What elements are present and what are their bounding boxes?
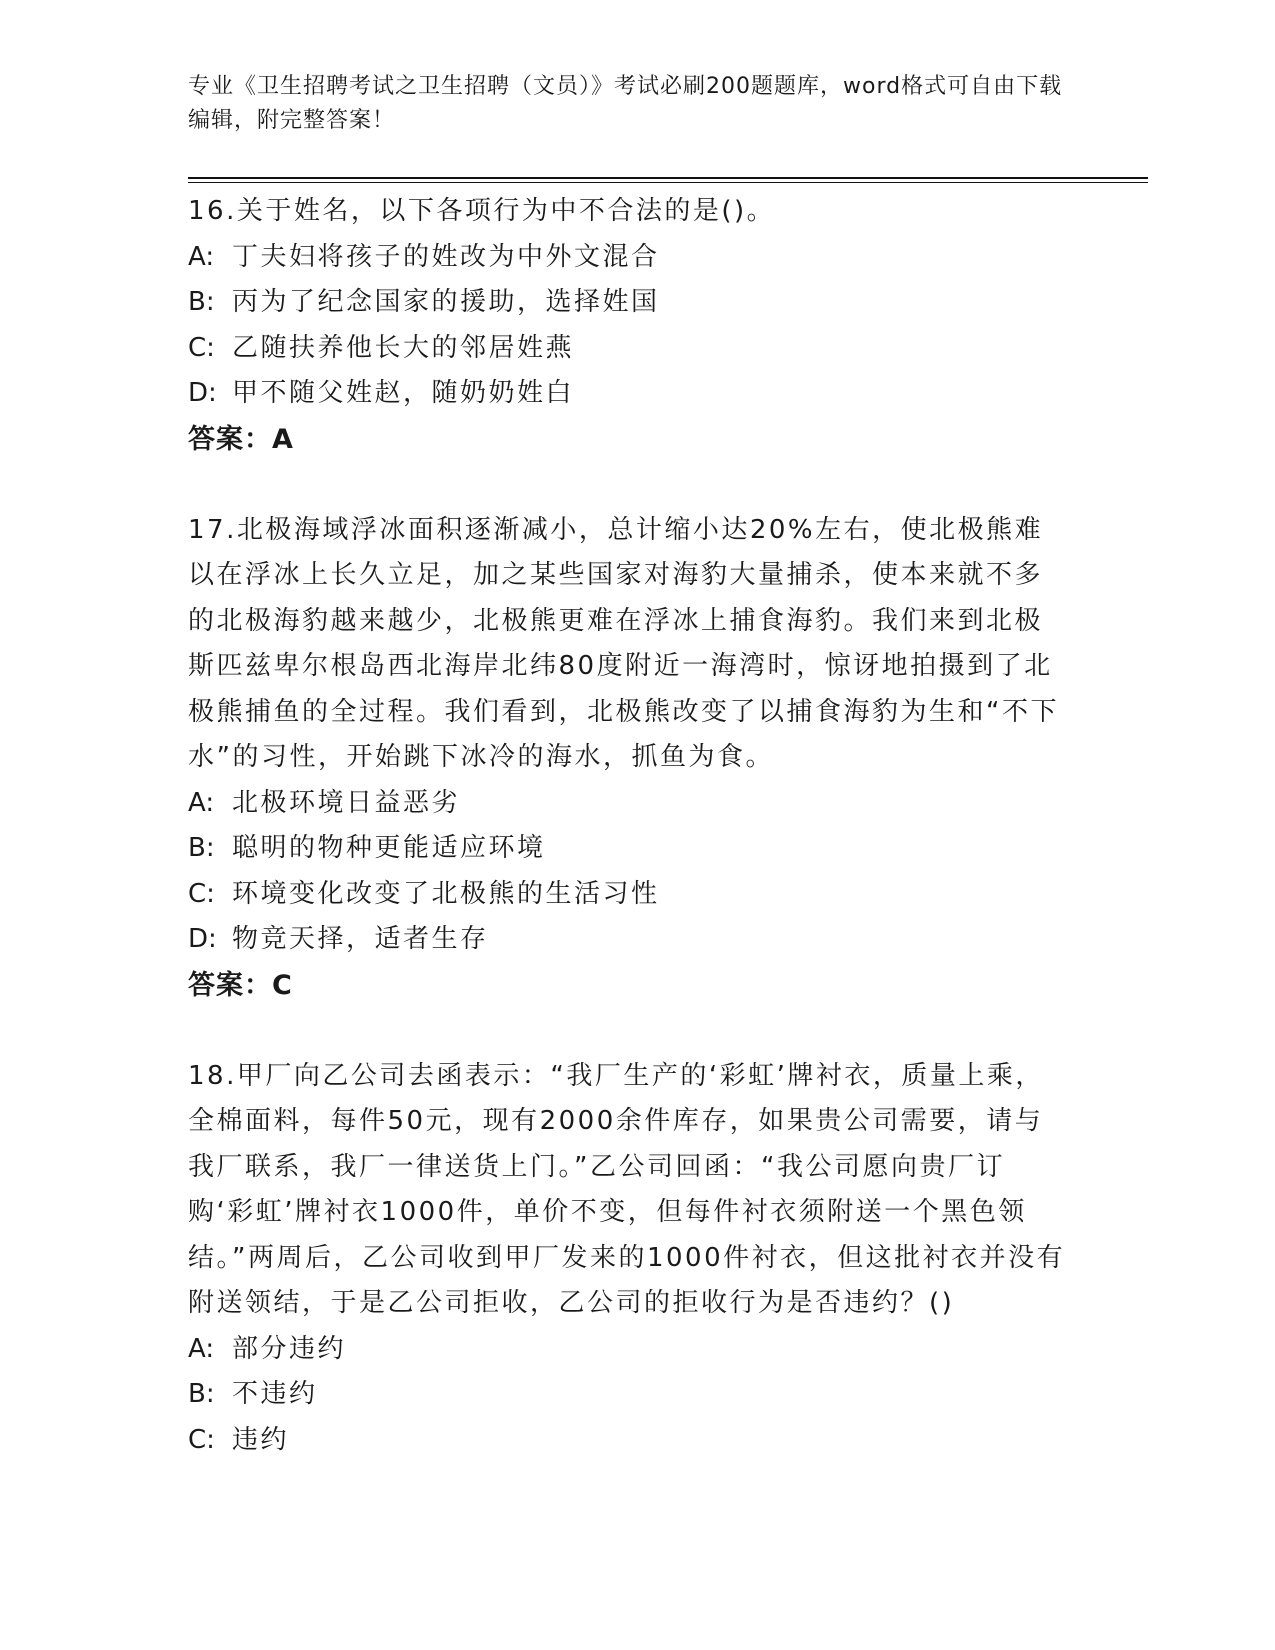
option-label: B: xyxy=(188,833,215,863)
option-text: 北极环境日益恶劣 xyxy=(232,787,461,818)
answer-line: 答案：A xyxy=(188,423,294,455)
option-text: 乙随扶养他长大的邻居姓燕 xyxy=(232,332,575,363)
option-label: D: xyxy=(188,924,217,954)
option-a xyxy=(188,781,1068,827)
question-17 xyxy=(188,508,1068,1009)
option-a xyxy=(188,235,1068,281)
answer-line: 答案：C xyxy=(188,969,293,1001)
option-text: 环境变化改变了北极熊的生活习性 xyxy=(232,878,660,909)
option-label: C: xyxy=(188,1424,215,1455)
option-label: C: xyxy=(188,332,215,363)
spacer xyxy=(188,1008,1068,1054)
option-d xyxy=(188,917,1068,963)
spacer xyxy=(188,462,1068,508)
option-text: 聪明的物种更能适应环境 xyxy=(232,833,546,863)
header-rule-thin xyxy=(188,182,1148,183)
option-text: 物竞天择，适者生存 xyxy=(232,924,489,954)
option-b xyxy=(188,1372,1068,1418)
question-stem: 18.甲厂向乙公司去函表示：“我厂生产的‘彩虹’牌衬衣，质量上乘，全棉面料，每件50元，现有2000余件库存，如果贵公司需要，请与我厂联系，我厂一律送货上门。”乙公司回函：“我公司愿向贵厂订购‘彩虹’牌衬衣1000件，单价不变，但每件衬衣须附送一个黑色领结。”两周后，乙公司收到甲厂发来的1000件衬衣，但这批衬衣并没有附送领结，于是乙公司拒收，乙公司的拒收行为是否违约？() xyxy=(188,1060,1066,1318)
question-list xyxy=(188,189,1068,1463)
header-rule-thick xyxy=(188,177,1148,179)
question-stem: 16.关于姓名，以下各项行为中不合法的是()。 xyxy=(188,196,776,226)
option-label: A: xyxy=(188,1333,215,1364)
option-label: A: xyxy=(188,787,215,818)
option-c xyxy=(188,326,1068,372)
option-label: A: xyxy=(188,241,215,272)
option-label: D: xyxy=(188,378,217,408)
option-b xyxy=(188,280,1068,326)
option-c xyxy=(188,872,1068,918)
option-c xyxy=(188,1418,1068,1464)
question-16 xyxy=(188,189,1068,462)
option-label: B: xyxy=(188,1379,215,1409)
option-text: 丙为了纪念国家的援助，选择姓国 xyxy=(232,287,660,317)
option-a xyxy=(188,1327,1068,1373)
option-text: 违约 xyxy=(232,1424,290,1455)
option-label: B: xyxy=(188,287,215,317)
option-text: 部分违约 xyxy=(232,1333,347,1364)
question-stem: 17.北极海域浮冰面积逐渐减小，总计缩小达20%左右，使北极熊难以在浮冰上长久立足，加之某些国家对海豹大量捕杀，使本来就不多的北极海豹越来越少，北极熊更难在浮冰上捕食海豹。我们来到北极斯匹兹卑尔根岛西北海岸北纬80度附近一海湾时，惊讶地拍摄到了北极熊捕鱼的全过程。我们看到，北极熊改变了以捕食海豹为生和“不下水”的习性，开始跳下冰冷的海水，抓鱼为食。 xyxy=(188,514,1059,772)
option-d xyxy=(188,371,1068,417)
option-b xyxy=(188,826,1068,872)
question-18 xyxy=(188,1054,1068,1464)
option-text: 甲不随父姓赵，随奶奶姓白 xyxy=(232,378,575,408)
document-header: 专业《卫生招聘考试之卫生招聘（文员）》考试必刷200题题库，word格式可自由下载编辑，附完整答案！ xyxy=(188,74,1063,133)
option-label: C: xyxy=(188,878,215,909)
option-text: 不违约 xyxy=(232,1379,318,1409)
option-text: 丁夫妇将孩子的姓改为中外文混合 xyxy=(232,241,660,272)
